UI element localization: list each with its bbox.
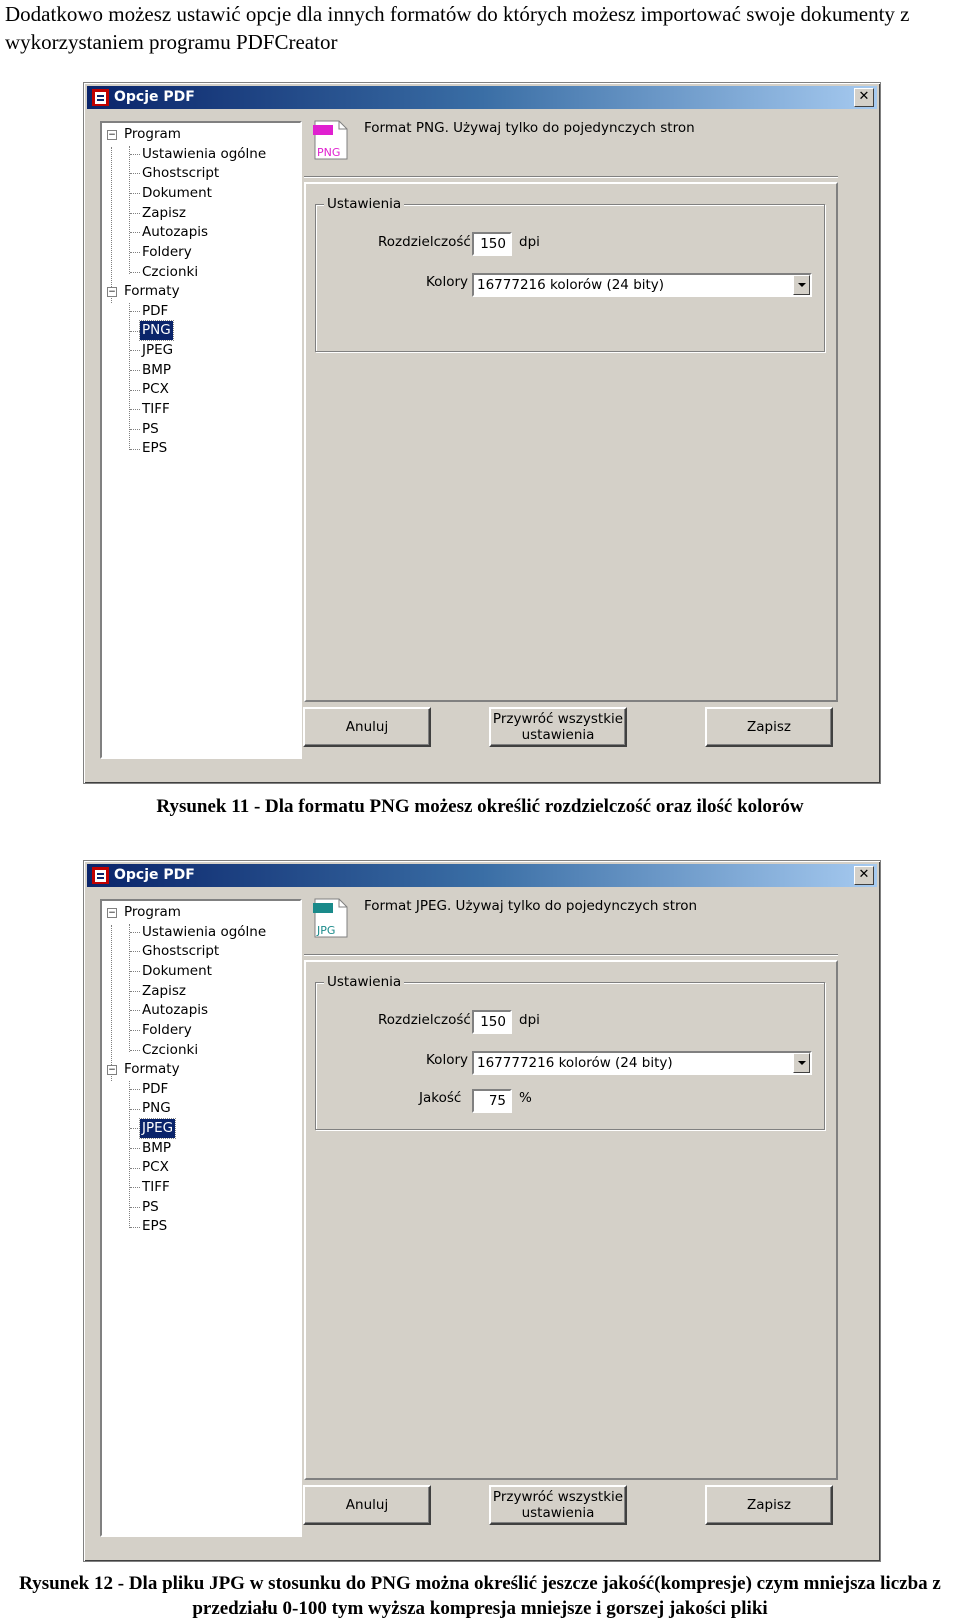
format-description: Format JPEG. Używaj tylko do pojedynczych stron (364, 898, 698, 914)
save-button[interactable]: Zapisz (705, 707, 833, 747)
tree-item-save[interactable]: Zapisz (142, 205, 186, 221)
format-description: Format PNG. Używaj tylko do pojedynczych stron (364, 120, 695, 136)
cancel-button[interactable]: Anuluj (303, 1485, 431, 1525)
tree-item-save[interactable]: Zapisz (142, 983, 186, 999)
colors-label: Kolory (426, 274, 468, 290)
header-separator (304, 954, 838, 956)
tree-item-folders[interactable]: Foldery (142, 244, 192, 260)
app-icon (92, 867, 109, 884)
intro-paragraph: Dodatkowo możesz ustawić opcje dla innych formatów do których możesz importować swoje dokumenty z wykorzystaniem programu PDFCreator (5, 2, 910, 54)
header-separator (304, 176, 838, 178)
close-button[interactable] (854, 866, 874, 885)
options-tree (100, 899, 302, 1537)
options-dialog-png (83, 82, 881, 784)
format-icon-color-band (313, 125, 333, 135)
tree-item-fonts[interactable]: Czcionki (142, 264, 199, 280)
tree-item-png[interactable]: PNG (142, 1100, 171, 1116)
tree-item-document[interactable]: Dokument (142, 963, 212, 979)
tree-item-eps[interactable]: EPS (142, 440, 168, 456)
tree-item-bmp[interactable]: BMP (142, 1140, 172, 1156)
options-tree (100, 121, 302, 759)
tree-item-ghostscript[interactable]: Ghostscript (142, 943, 220, 959)
colors-select-value: 16777216 kolorów (24 bity) (477, 277, 665, 293)
tree-item-ghostscript[interactable]: Ghostscript (142, 165, 220, 181)
quality-label: Jakość (419, 1090, 462, 1106)
resolution-unit: dpi (519, 1012, 540, 1028)
jpg-format-icon (313, 898, 349, 938)
tree-item-general-settings[interactable]: Ustawienia ogólne (142, 924, 267, 940)
colors-select-value: 167777216 kolorów (24 bity) (477, 1055, 673, 1071)
app-icon (92, 89, 109, 106)
window-title: Opcje PDF (114, 89, 195, 105)
png-format-icon (313, 120, 349, 160)
tree-item-program[interactable]: Program (124, 904, 181, 920)
figure-caption-12: Rysunek 12 - Dla pliku JPG w stosunku do PNG można określić jeszcze jakość(kompresje) czym mniejsza liczba z przedziału 0-100 tym wyższa kompresja mniejsze i gorszej jakości pliki (19, 1573, 941, 1619)
svg-text:PNG: PNG (317, 146, 341, 159)
chevron-down-icon[interactable] (793, 1053, 810, 1073)
tree-item-autosave[interactable]: Autozapis (142, 224, 209, 240)
tree-item-program[interactable]: Program (124, 126, 181, 142)
restore-defaults-button[interactable]: Przywróć wszystkie ustawienia (489, 707, 627, 747)
program-collapse-toggle[interactable]: − (108, 908, 116, 918)
format-icon-color-band (313, 903, 333, 913)
tree-item-jpeg[interactable]: JPEG (142, 1120, 174, 1136)
tree-item-tiff[interactable]: TIFF (142, 1179, 170, 1195)
tree-item-formats[interactable]: Formaty (124, 1061, 180, 1077)
tree-item-bmp[interactable]: BMP (142, 362, 172, 378)
close-icon: ✕ (858, 867, 870, 882)
tree-item-autosave[interactable]: Autozapis (142, 1002, 209, 1018)
chevron-down-icon[interactable] (793, 275, 810, 295)
tree-item-tiff[interactable]: TIFF (142, 401, 170, 417)
tree-item-pcx[interactable]: PCX (142, 1159, 169, 1175)
tree-item-pdf[interactable]: PDF (142, 303, 169, 319)
tree-item-folders[interactable]: Foldery (142, 1022, 192, 1038)
colors-label: Kolory (426, 1052, 468, 1068)
tree-item-document[interactable]: Dokument (142, 185, 212, 201)
tree-item-fonts[interactable]: Czcionki (142, 1042, 199, 1058)
tree-item-ps[interactable]: PS (142, 1199, 159, 1215)
close-button[interactable] (854, 88, 874, 107)
window-title: Opcje PDF (114, 867, 195, 883)
program-collapse-toggle[interactable]: − (108, 130, 116, 140)
colors-select[interactable] (472, 1051, 812, 1075)
tree-item-pcx[interactable]: PCX (142, 381, 169, 397)
restore-defaults-button[interactable]: Przywróć wszystkie ustawienia (489, 1485, 627, 1525)
figure-caption-11: Rysunek 11 - Dla formatu PNG możesz określić rozdzielczość oraz ilość kolorów (156, 796, 804, 817)
svg-text:JPG: JPG (317, 924, 336, 937)
formats-collapse-toggle[interactable]: − (108, 287, 116, 297)
options-dialog-jpeg (83, 860, 881, 1562)
title-bar[interactable] (87, 864, 877, 887)
tree-item-eps[interactable]: EPS (142, 1218, 168, 1234)
resolution-input[interactable]: 150 (472, 232, 512, 256)
tree-item-general-settings[interactable]: Ustawienia ogólne (142, 146, 267, 162)
tree-item-pdf[interactable]: PDF (142, 1081, 169, 1097)
settings-group-label: Ustawienia (324, 973, 404, 991)
title-bar[interactable] (87, 86, 877, 109)
resolution-input[interactable]: 150 (472, 1010, 512, 1034)
quality-unit: % (519, 1090, 532, 1106)
resolution-label: Rozdzielczość (378, 1012, 471, 1028)
tree-item-formats[interactable]: Formaty (124, 283, 180, 299)
tree-item-ps[interactable]: PS (142, 421, 159, 437)
tree-item-jpeg[interactable]: JPEG (142, 342, 174, 358)
resolution-unit: dpi (519, 234, 540, 250)
cancel-button[interactable]: Anuluj (303, 707, 431, 747)
resolution-label: Rozdzielczość (378, 234, 471, 250)
colors-select[interactable] (472, 273, 812, 297)
close-icon: ✕ (858, 89, 870, 104)
tree-item-png[interactable]: PNG (142, 322, 171, 338)
quality-input[interactable]: 75 (472, 1089, 512, 1113)
settings-group-label: Ustawienia (324, 195, 404, 213)
save-button[interactable]: Zapisz (705, 1485, 833, 1525)
formats-collapse-toggle[interactable]: − (108, 1065, 116, 1075)
